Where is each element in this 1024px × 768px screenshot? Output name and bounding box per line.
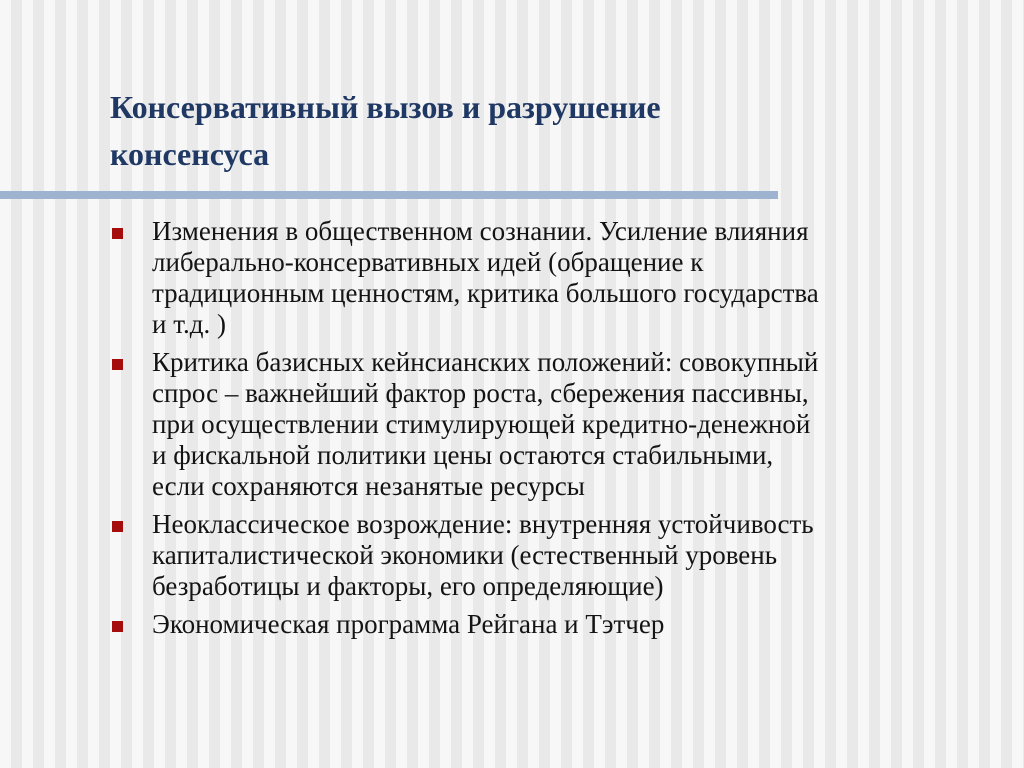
bullet-line: безработицы и факторы, его определяющие) — [152, 571, 664, 601]
bullet-line: Критика базисных кейнсианских положений: совокупный — [152, 347, 819, 377]
bullet-text — [152, 347, 1002, 502]
bullet-text — [152, 609, 1002, 640]
bullet-line: спрос – важнейший фактор роста, сбережения пассивны, — [152, 378, 809, 408]
bullet-line: и фискальной политики цены остаются стабильными, — [152, 440, 774, 470]
title-divider — [0, 191, 778, 199]
bullet-line: если сохраняются незанятые ресурсы — [152, 471, 585, 501]
bullet-line: Изменения в общественном сознании. Усиление влияния — [152, 216, 809, 246]
bullet-item — [112, 216, 1002, 340]
bullet-text — [152, 216, 1002, 340]
bullet-line: традиционным ценностям, критика большого государства — [152, 278, 819, 308]
square-bullet-icon — [112, 228, 123, 239]
bullet-line: капиталистической экономики (естественный уровень — [152, 540, 778, 570]
bullet-line: Неоклассическое возрождение: внутренняя устойчивость — [152, 509, 814, 539]
slide-title — [110, 84, 910, 178]
bullet-item — [112, 609, 1002, 640]
square-bullet-icon — [112, 621, 123, 632]
square-bullet-icon — [112, 359, 123, 370]
bullet-text — [152, 509, 1002, 602]
bullet-item — [112, 347, 1002, 502]
bullet-line: Экономическая программа Рейгана и Тэтчер — [152, 609, 665, 639]
bullet-line: при осуществлении стимулирующей кредитно-денежной — [152, 409, 811, 439]
title-line: консенсуса — [110, 136, 270, 172]
bullet-list — [112, 216, 1002, 647]
bullet-line: и т.д. ) — [152, 309, 226, 339]
title-line: Консервативный вызов и разрушение — [110, 89, 661, 125]
square-bullet-icon — [112, 521, 123, 532]
bullet-item — [112, 509, 1002, 602]
bullet-line: либерально-консервативных идей (обращение к — [152, 247, 704, 277]
